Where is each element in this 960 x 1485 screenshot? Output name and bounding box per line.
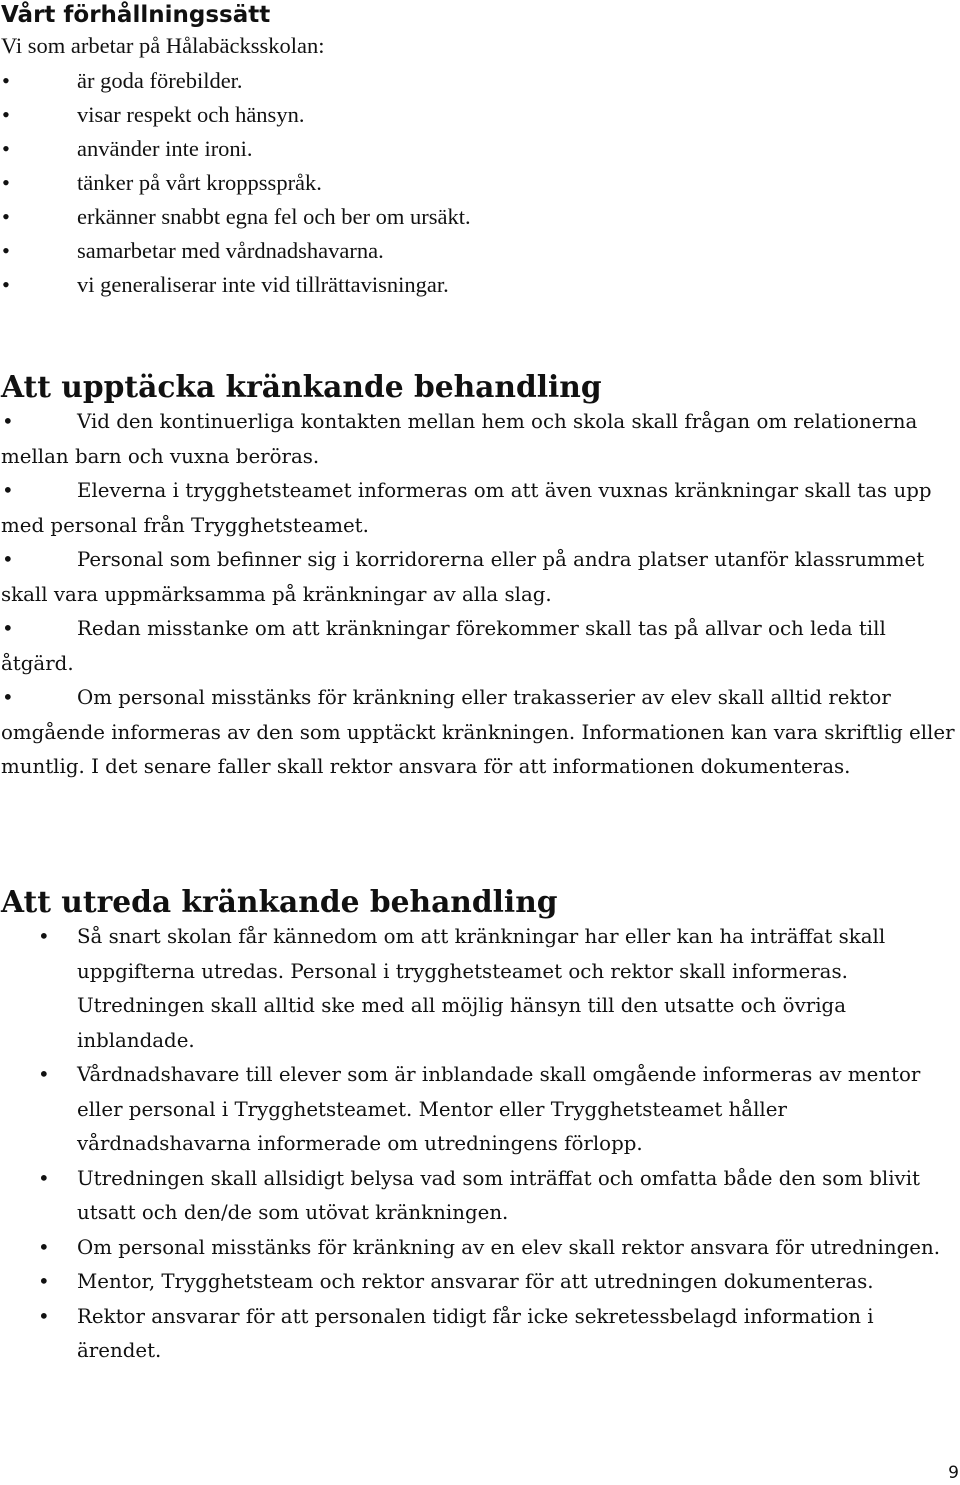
list-item-text: Mentor, Trygghetsteam och rektor ansvarar för att utredningen dokumenteras. — [77, 1270, 874, 1293]
list-item-text: Så snart skolan får kännedom om att kränkningar har eller kan ha inträffat skall uppgifterna utredas. Personal i trygghetsteamet och rektor skall informeras. Utredningen skall alltid ske med all möjlig hänsyn till den utsatte och övriga inblandade. — [77, 925, 886, 1052]
bullet-list — [0, 64, 958, 302]
list-item-text: tänker på vårt kroppsspråk. — [77, 170, 322, 195]
list-item — [0, 64, 958, 98]
list-item — [0, 920, 958, 1058]
paragraph-text: Personal som befinner sig i korridorerna eller på andra platser utanför klassrummet skall vara uppmärksamma på kränkningar av alla slag. — [1, 548, 925, 606]
list-item-text: Vårdnadshavare till elever som är inblandade skall omgående informeras av mentor eller personal i Trygghetsteamet. Mentor eller Trygghetsteamet håller vårdnadshavarna informerade om utredningens förlopp. — [77, 1063, 921, 1155]
bullet-icon: • — [38, 1166, 50, 1190]
page-number: 9 — [948, 1463, 959, 1483]
bullet-icon: • — [38, 1304, 50, 1328]
list-item-text: samarbetar med vårdnadshavarna. — [77, 238, 384, 263]
section-heading: Vårt förhållningssätt — [1, 2, 271, 28]
bullet-icon: • — [2, 238, 10, 263]
bullet-paragraph — [0, 405, 958, 474]
bullet-icon: • — [2, 479, 14, 502]
list-item-text: erkänner snabbt egna fel och ber om ursäkt. — [77, 204, 471, 229]
bullet-icon: • — [2, 410, 14, 433]
list-item — [0, 166, 958, 200]
bullet-icon: • — [38, 1235, 50, 1259]
list-item-text: Utredningen skall allsidigt belysa vad som inträffat och omfatta både den som blivit utsatt och den/de som utövat kränkningen. — [77, 1166, 920, 1224]
section-heading: Att upptäcka kränkande behandling — [1, 370, 602, 405]
list-item — [0, 200, 958, 234]
list-item — [0, 1265, 958, 1300]
list-item-text: vi generaliserar inte vid tillrättavisningar. — [77, 272, 449, 297]
section-heading: Att utreda kränkande behandling — [1, 885, 558, 920]
list-item — [0, 1300, 958, 1369]
bullet-list — [0, 920, 958, 1369]
list-item — [0, 132, 958, 166]
bullet-icon: • — [2, 170, 10, 195]
list-item-text: Om personal misstänks för kränkning av en elev skall rektor ansvara för utredningen. — [77, 1235, 940, 1259]
bullet-paragraph — [0, 543, 958, 612]
list-item-text: visar respekt och hänsyn. — [77, 102, 305, 127]
bullet-icon: • — [2, 686, 14, 709]
list-item-text: Rektor ansvarar för att personalen tidigt får icke sekretessbelagd information i ärendet. — [77, 1304, 874, 1362]
paragraph-text: Eleverna i trygghetsteamet informeras om att även vuxnas kränkningar skall tas upp med personal från Trygghetsteamet. — [1, 479, 932, 537]
bullet-paragraph — [0, 612, 958, 681]
list-item-text: är goda förebilder. — [77, 68, 243, 93]
list-item-text: använder inte ironi. — [77, 136, 253, 161]
list-item — [0, 1162, 958, 1231]
bullet-icon: • — [2, 204, 10, 229]
section-forhallningssatt — [0, 0, 958, 302]
bullet-icon: • — [38, 1270, 50, 1293]
section-utreda — [0, 886, 958, 1369]
paragraph-text: Redan misstanke om att kränkningar förekommer skall tas på allvar och leda till åtgärd. — [1, 617, 886, 675]
bullet-paragraph — [0, 681, 958, 785]
list-item — [0, 234, 958, 268]
bullet-paragraph — [0, 474, 958, 543]
bullet-icon: • — [2, 548, 14, 571]
bullet-icon: • — [2, 272, 10, 297]
bullet-icon: • — [2, 617, 14, 640]
list-item — [0, 1231, 958, 1266]
section-intro: Vi som arbetar på Hålabäcksskolan: — [1, 33, 325, 58]
bullet-icon: • — [38, 925, 50, 948]
bullet-icon: • — [2, 68, 10, 93]
bullet-icon: • — [2, 102, 10, 127]
list-item — [0, 1058, 958, 1162]
bullet-icon: • — [38, 1063, 50, 1086]
paragraph-text: Om personal misstänks för kränkning eller trakasserier av elev skall alltid rektor omgående informeras av den som upptäckt kränkningen. Informationen kan vara skriftlig eller muntlig. I det senare faller skall rektor ansvara för att informationen dokumenteras. — [1, 686, 955, 778]
section-upptacka — [0, 371, 958, 785]
paragraph-text: Vid den kontinuerliga kontakten mellan hem och skola skall frågan om relationerna mellan barn och vuxna beröras. — [1, 410, 918, 468]
list-item — [0, 98, 958, 132]
bullet-icon: • — [2, 136, 10, 161]
list-item — [0, 268, 958, 302]
